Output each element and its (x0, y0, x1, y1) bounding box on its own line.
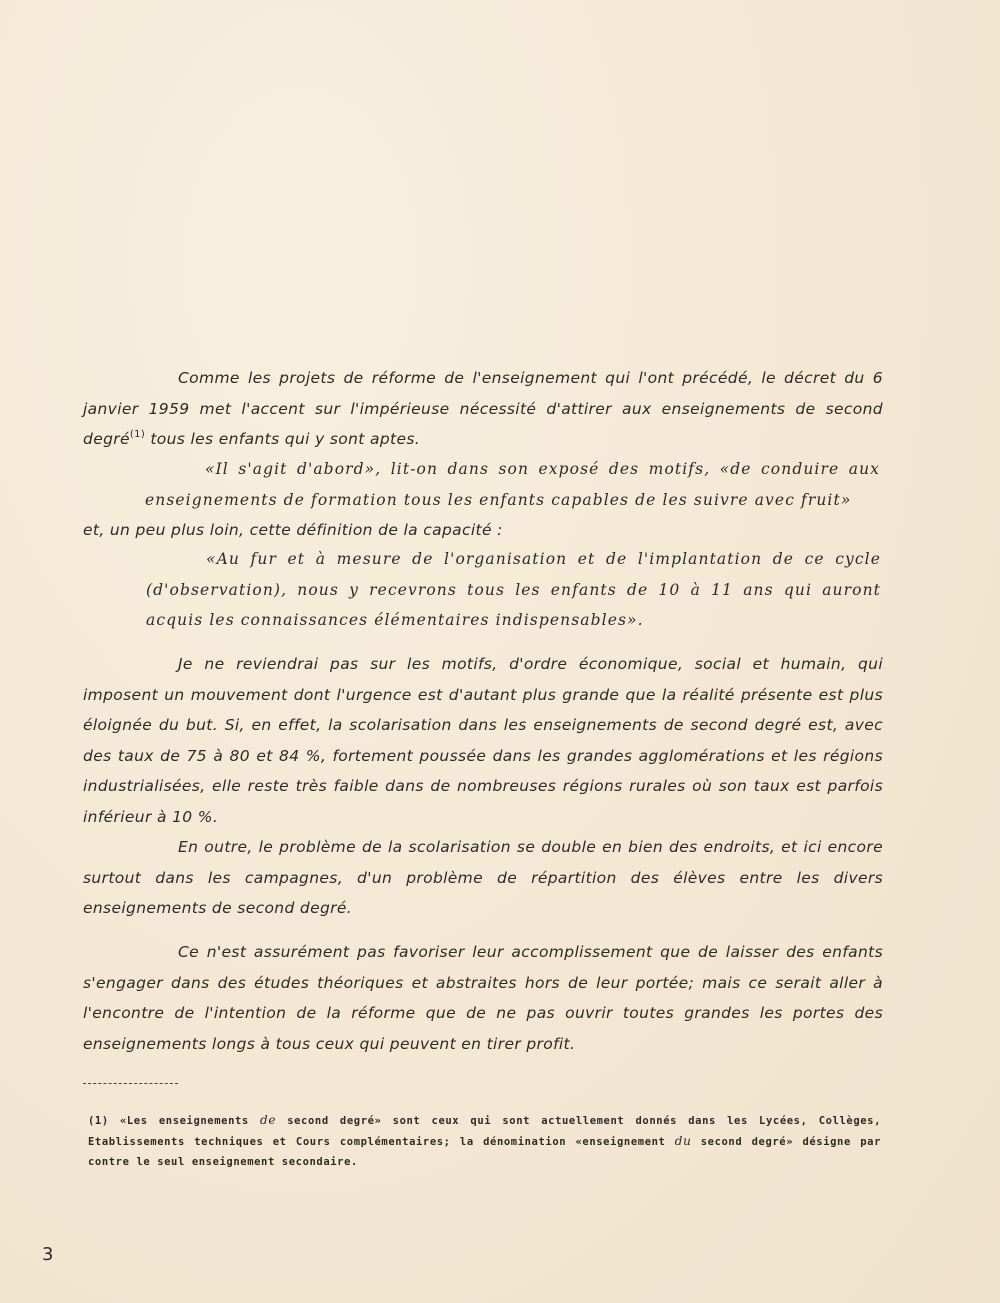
footnote (88, 1110, 881, 1172)
paragraph-transition: et, un peu plus loin, cette définition de la capacité : (83, 521, 503, 539)
footnote-label: (1) (88, 1115, 109, 1127)
paragraph-motifs: Je ne reviendrai pas sur les motifs, d'ordre économique, social et humain, qui imposent un mouvement dont l'urgence est d'autant plus grande que la réalité présente est plus éloignée du but. Si, en effet, la scolarisation dans les enseignements de second degré est, avec des taux de 75 à 80 et 84 %, fortement poussée dans les grandes agglomérations et les régions industrialisées, elle reste très faible dans de nombreuses régions rurales où son taux est parfois inférieur à 10 %. (83, 655, 883, 826)
paragraph-repartition: En outre, le problème de la scolarisation se double en bien des endroits, et ici encore surtout dans les campagnes, d'un problème de répartition des élèves entre les divers enseignements de second degré. (83, 838, 883, 917)
footnote-emphasis-du: du (674, 1134, 692, 1148)
footnote-separator (83, 1083, 178, 1084)
paragraph-intro (83, 363, 883, 455)
footnote-text-3: second degré» désigne par contre le seul enseignement secondaire. (88, 1136, 881, 1168)
footnote-text-2: second degré» sont ceux qui sont actuellement donnés dans les Lycées, Collèges, Etablissements techniques et Cours complémentaires; la dénomination «enseignement (88, 1115, 882, 1148)
footnote-emphasis-de: de (260, 1113, 277, 1127)
quote-expose-motifs: «Il s'agit d'abord», lit-on dans son exposé des motifs, «de conduire aux enseignements de formation tous les enfants capables de les suivre avec fruit» (145, 460, 880, 509)
footnote-text-1: «Les enseignements (119, 1115, 261, 1127)
paragraph-conclusion: Ce n'est assurément pas favoriser leur accomplissement que de laisser des enfants s'engager dans des études théoriques et abstraites hors de leur portée; mais ce serait aller à l'encontre de l'intention de la réforme que de ne pas ouvrir toutes grandes les portes des enseignements longs à tous ceux qui peuvent en tirer profit. (83, 943, 883, 1053)
page-number: 3 (42, 1244, 54, 1265)
paragraph-intro-text: Comme les projets de réforme de l'enseignement qui l'ont précédé, le décret du 6 janvier 1959 met l'accent sur l'impérieuse nécessité d'attirer aux enseignements de second degré (83, 369, 883, 448)
footnote-marker: (1) (129, 429, 146, 440)
quote-definition-capacite: «Au fur et à mesure de l'organisation et de l'implantation de ce cycle (d'observation), nous y recevrons tous les enfants de 10 à 11 ans qui auront acquis les connaissances élémentaires indispensables». (146, 550, 881, 629)
paragraph-intro-end: tous les enfants qui y sont aptes. (145, 430, 421, 448)
